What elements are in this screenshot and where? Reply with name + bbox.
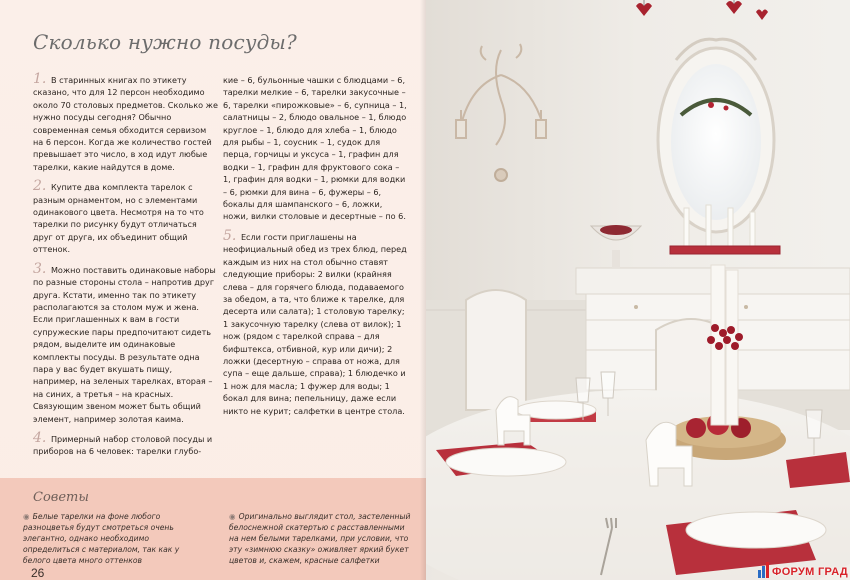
tip-text: Оригинально выглядит стол, застеленный белоснежной скатертью с расставленными на нем белыми тарелками, при условии, что эту «зимнюю сказку» оживляет яркий букет цветов и, скажем, красные салфетки	[229, 512, 411, 565]
tips-box	[0, 478, 426, 580]
paragraph-text: В старинных книгах по этикету сказано, что для 12 персон необходимо около 70 столовых предметов. Сколько же нужно посуды сегодня? Обычно современная семья обходится сервизом на 6 персон. Когда же количество гостей превышает это число, в ход идут любые тарелки, какие найдутся в доме.	[33, 75, 218, 172]
tip-item	[23, 511, 203, 566]
tip-item	[229, 511, 415, 566]
paragraph-number: 3.	[33, 260, 47, 277]
watermark	[758, 562, 848, 578]
text-column-1	[33, 71, 219, 466]
paragraph-4	[33, 429, 219, 458]
paragraph-number: 2.	[33, 178, 47, 195]
paragraph-number: 5.	[223, 227, 237, 244]
watermark-text: ФОРУМ ГРАД	[772, 566, 848, 578]
tip-text: Белые тарелки на фоне любого разноцветья будут смотреться очень элегантно, однако необходимо определиться с материалом, так как у белого цвета много оттенков	[23, 512, 180, 565]
tips-title: Советы	[33, 490, 89, 505]
paragraph-text: Купите два комплекта тарелок с разным орнаментом, но с элементами одинакового цвета. Несмотря на то что тарелки по рисунку будут отличаться друг от друга, их объединит общий оттенок.	[33, 182, 204, 255]
paragraph-text: Можно поставить одинаковые наборы по разные стороны стола – напротив друг друга. Кстати, именно так по этикету располагаются за столом муж и жена. Если приглашенных к вам в гости супружеские пары предпочитают сидеть рядом, выделите им одинаковые комплекты посуды. В результате одна пара у вас будет вкушать пищу, например, на зеленых тарелках, вторая – на синих, а третья – на красных. Связующим звеном может быть общий элемент, например золотая каима.	[33, 264, 216, 424]
paragraph-5	[223, 227, 409, 417]
page-title: Сколько нужно посуды?	[33, 30, 297, 54]
paragraph-number: 1.	[33, 71, 47, 87]
page-number: 26	[31, 566, 45, 580]
paragraph-text: Если гости приглашены на неофициальный обед из трех блюд, перед каждым из них на стол обычно ставят следующие приборы: 2 вилки (крайняя слева – для горячего блюда, подаваемого за обедом, а та, что ближе к тарелке, для десерта или салата); 1 столовую тарелку; 1 закусочную тарелку (слева от вилок); 1 нож (рядом с тарелкой справа – для бифштекса, отбивной, кур или дичи); 2 ложки (десертную – справа от ножа, для супа – еще дальше, справа); 1 блюдечко и 1 нож для масла; 1 фужер для воды; 1 бокал для вина; пепельницу, даже если никто не курит; салфетки в центре стола.	[223, 231, 407, 416]
paragraph-1	[33, 71, 219, 173]
paragraph-4-continued	[223, 74, 409, 223]
dining-table-photo	[426, 0, 850, 580]
paragraph-3	[33, 260, 219, 425]
bullet-icon: ◉	[229, 512, 236, 521]
paragraph-number: 4.	[33, 429, 47, 446]
paragraph-2	[33, 178, 219, 255]
right-page	[426, 0, 850, 580]
logo-icon	[758, 562, 769, 578]
paragraph-text: кие – 6, бульонные чашки с блюдцами – 6, тарелки мелкие – 6, тарелки закусочные – 6, тарелки «пирожковые» – 6, супница – 1, салатницы – 2, блюдо овальное – 1, блюдо круглое – 1, блюдо для хлеба – 1, блюдо для рыбы – 1, соусник – 1, судок для перца, горчицы и уксуса – 1, графин для водки – 1, графин для фруктового сока – 1, графин для водки – 1, рюмки для водки – 6, рюмки для вина – 6, фужеры – 6, бокалы для шампанского – 6, ложки, ножи, вилки столовые и десертные – по 6.	[223, 75, 407, 222]
paragraph-text: Примерный набор столовой посуды и приборов на 6 человек: тарелки глубо-	[33, 433, 213, 457]
text-column-2	[223, 74, 409, 425]
bullet-icon: ◉	[23, 512, 30, 521]
